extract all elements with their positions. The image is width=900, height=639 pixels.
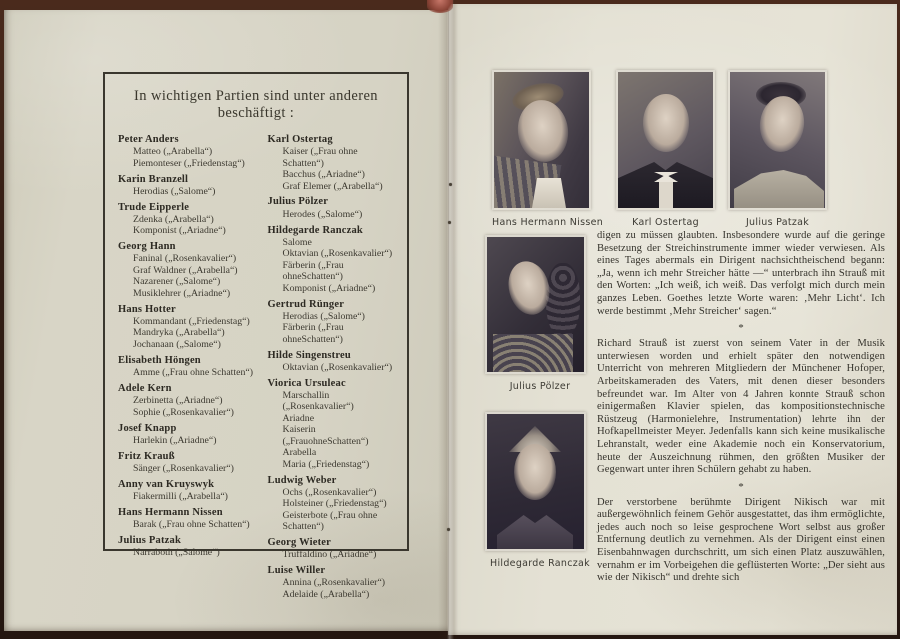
- portrait-photo-hans-hermann-nissen: [492, 70, 591, 210]
- portrait-figure-hans-hermann-nissen: [492, 70, 603, 228]
- cast-entry: [268, 378, 402, 470]
- portrait-row: [492, 70, 827, 228]
- cast-entry: [268, 475, 402, 533]
- cast-entry: [118, 451, 260, 475]
- cast-entry: [118, 355, 260, 379]
- performer-role: Sophie („Rosenkavalier“): [133, 406, 234, 418]
- performer-role: Herodias („Salome“): [282, 310, 365, 322]
- portrait-caption: Hans Hermann Nissen: [492, 217, 604, 228]
- performer-role: Matteo („Arabella“): [133, 146, 213, 158]
- face-shape: [514, 444, 556, 500]
- performer-role: Marschallin („Rosenkavalier“): [282, 389, 354, 413]
- performer-name: Trude Eipperle: [118, 201, 190, 213]
- performer-name: Hans Hotter: [118, 303, 176, 315]
- portrait-figure-karl-ostertag: [616, 70, 715, 228]
- portrait-figure-julius-poelzer: [485, 235, 595, 392]
- performer-role: Färberin („Frau ohneSchatten“): [282, 259, 344, 283]
- performer-role: Geisterbote („Frau ohne Schatten“): [282, 509, 378, 533]
- cast-entry: [118, 134, 260, 169]
- performer-name: Josef Knapp: [118, 422, 177, 434]
- portrait-side-column: [485, 235, 595, 589]
- cast-entry: [268, 299, 402, 346]
- portrait-figure-hildegarde-ranczak: [485, 412, 595, 569]
- performer-role: Maria („Friedenstag“): [282, 458, 370, 470]
- performer-role: Ochs („Rosenkavalier“): [282, 486, 377, 498]
- performer-role: Komponist („Ariadne“): [282, 282, 376, 294]
- performer-name: Elisabeth Höngen: [118, 354, 201, 366]
- page-left: [4, 10, 448, 631]
- article-paragraph: Richard Strauß ist zuerst von seinem Vater in der Musik unterwiesen worden und erhielt später den notwendigen Unterricht von mehreren Mitgliedern der Münchener Hofoper, Arbeitskameraden des Vaters, mit denen dieser besonders befreundet war. Im Alter von 4 Jahren konnte Strauß schon einigermaßen Klavier spielen, das kompositionstechnische Rüstzeug (Harmonielehre, Instrumentation) lehrte ihn der Hofkapellmeister Meyer. Jedenfalls kann sich keine musikalische Lehranstalt, weder eine Akademie noch ein Konservatorium, heute der Auszeichnung rühmen, den größten Musiker der Gegenwart unter ihren Schülern gehabt zu haben.: [597, 338, 885, 476]
- cast-entry: [268, 225, 402, 294]
- performer-role: Arabella: [282, 447, 317, 459]
- binding-edge: [427, 0, 453, 13]
- face-shape: [643, 94, 689, 152]
- cast-entry: [268, 196, 402, 220]
- performer-role: Graf Waldner („Arabella“): [133, 264, 238, 276]
- cast-column: [260, 134, 402, 605]
- performer-name: Karin Branzell: [118, 173, 189, 185]
- performer-name: Georg Hann: [118, 241, 176, 253]
- performer-role: Amme („Frau ohne Schatten“): [133, 366, 253, 378]
- performer-name: Julius Patzak: [118, 535, 181, 546]
- performer-name: Fritz Krauß: [118, 450, 175, 462]
- cast-columns: [105, 134, 407, 605]
- portrait-caption: Julius Pölzer: [509, 381, 571, 392]
- cast-entry: [118, 479, 260, 503]
- performer-role: Mandryka („Arabella“): [133, 327, 225, 339]
- performer-role: Fiakermilli („Arabella“): [133, 490, 228, 502]
- performer-role: Annina („Rosenkavalier“): [282, 577, 386, 589]
- cast-entry: [118, 304, 260, 351]
- portrait-photo-karl-ostertag: [616, 70, 715, 210]
- staple-mark: [449, 183, 452, 186]
- cast-entry: [118, 202, 260, 237]
- cast-entry: [118, 535, 260, 559]
- portrait-caption: Julius Patzak: [745, 217, 810, 228]
- performer-name: Georg Wieter: [267, 537, 332, 549]
- performer-role: Herodias („Salome“): [133, 185, 216, 197]
- performer-name: Hildegarde Ranczak: [267, 224, 363, 236]
- portrait-photo-julius-patzak: [728, 70, 827, 210]
- performer-role: Nazarener („Salome“): [133, 276, 221, 288]
- performer-role: Bacchus („Ariadne“): [282, 169, 365, 181]
- performer-role: Komponist („Ariadne“): [133, 225, 226, 237]
- performer-role: Ariadne: [282, 412, 315, 424]
- performer-role: Kaiserin („FrauohneSchatten“): [282, 424, 369, 447]
- collar-shape: [532, 178, 566, 208]
- performer-role: Faninal („Rosenkavalier“): [133, 253, 237, 265]
- performer-name: Hilde Singenstreu: [267, 349, 351, 361]
- portrait-caption: Hildegarde Ranczak: [490, 558, 590, 569]
- cast-list-box: [103, 72, 409, 600]
- performer-role: Oktavian („Rosenkavalier“): [282, 361, 393, 373]
- cast-column: [118, 134, 260, 605]
- staple-mark: [447, 528, 450, 531]
- performer-name: Adele Kern: [118, 382, 172, 394]
- shirt-shape: [734, 170, 824, 210]
- cast-entry: [268, 565, 402, 600]
- portrait-photo-hildegarde-ranczak: [485, 412, 586, 551]
- performer-role: Barak („Frau ohne Schatten“): [133, 519, 250, 531]
- staple-mark: [448, 221, 451, 224]
- performer-role: Zerbinetta („Ariadne“): [133, 395, 223, 407]
- performer-role: Truffaldino („Ariadne“): [282, 549, 377, 561]
- garland-shape: [493, 334, 573, 374]
- performer-role: Kommandant („Friedenstag“): [133, 315, 250, 327]
- performer-role: Herodes („Salome“): [282, 208, 363, 220]
- performer-role: Musiklehrer („Ariadne“): [133, 287, 231, 299]
- article-paragraph: Der verstorbene berühmte Dirigent Nikisch war mit außergewöhnlich feinem Gehör ausgestattet, das ihm ermöglichte, jedes auch noch so leise gesprochene Wort selbst aus großer Entfernung deutlich zu vernehmen. Als der Dirigent einst einen Eisenbahnwagen durchschritt, um sich einen Platz auszuwählen, vernahm er im Vorbeigehen die geflüsterten Worte: „Der sieht aus wie der Nikisch“ und drehte sich: [597, 496, 885, 584]
- cast-list-heading: In wichtigen Partien sind unter anderen beschäftigt :: [134, 88, 378, 121]
- performer-role: Narraboth („Salome“): [133, 547, 220, 559]
- performer-role: Harlekin („Ariadne“): [133, 434, 217, 446]
- performer-role: Zdenka („Arabella“): [133, 213, 214, 225]
- cast-entry: [118, 423, 260, 447]
- performer-role: Sänger („Rosenkavalier“): [133, 462, 234, 474]
- performer-name: Peter Anders: [118, 134, 179, 145]
- performer-role: Salome: [282, 236, 312, 248]
- costume-shape: [497, 513, 573, 551]
- cast-entry: [268, 537, 402, 561]
- portrait-caption: Karl Ostertag: [632, 217, 699, 228]
- performer-role: Piemonteser („Friedenstag“): [133, 157, 245, 169]
- performer-name: Karl Ostertag: [267, 134, 333, 145]
- booklet-spine: [438, 0, 458, 639]
- performer-name: Ludwig Weber: [267, 474, 337, 486]
- article-text: [597, 230, 885, 585]
- portrait-photo-julius-poelzer: [485, 235, 586, 374]
- performer-name: Hans Hermann Nissen: [118, 506, 223, 518]
- paragraph-separator: *: [738, 480, 744, 493]
- article-paragraph: digen zu müssen glaubten. Insbesondere wurde auf die geringe Besetzung der Streichinstrumente immer wieder verwiesen. Als eines Tages abermals ein Dirigent nachsichtheischend begann: „Ja, wenn ich mehr Streicher hätte —“ unterbrach ihn Strauß mit den Worten: „Ich weiß, ich weiß. Das verfolgt mich durch mein ganzes Leben. Goethes letzte Worte waren: ‚Mehr Licht‘. Ich werde bestimmt ‚Mehr Streicher‘ sagen.“: [597, 230, 885, 317]
- cast-entry: [268, 134, 402, 192]
- portrait-figure-julius-patzak: [728, 70, 827, 228]
- shirt-shape: [659, 180, 673, 208]
- cast-entry: [118, 383, 260, 418]
- performer-role: Adelaide („Arabella“): [282, 588, 370, 600]
- curly-hair-shape: [546, 263, 580, 337]
- performer-role: Oktavian („Rosenkavalier“): [282, 248, 393, 260]
- performer-name: Luise Willer: [267, 565, 326, 577]
- performer-role: Holsteiner („Friedenstag“): [282, 498, 387, 510]
- cast-entry: [118, 507, 260, 531]
- performer-role: Graf Elemer („Arabella“): [282, 180, 383, 192]
- performer-name: Anny van Kruyswyk: [118, 478, 215, 490]
- performer-role: Färberin („Frau ohneSchatten“): [282, 322, 344, 345]
- cast-entry: [118, 174, 260, 198]
- performer-role: Jochanaan („Salome“): [133, 338, 221, 350]
- cast-entry: [118, 241, 260, 299]
- performer-role: Kaiser („Frau ohne Schatten“): [282, 146, 358, 169]
- paragraph-separator: *: [738, 322, 744, 335]
- performer-name: Gertrud Rünger: [267, 298, 345, 310]
- performer-name: Viorica Ursuleac: [267, 377, 346, 389]
- page-right: [448, 4, 897, 635]
- performer-name: Julius Pölzer: [267, 196, 329, 208]
- cast-entry: [268, 350, 402, 374]
